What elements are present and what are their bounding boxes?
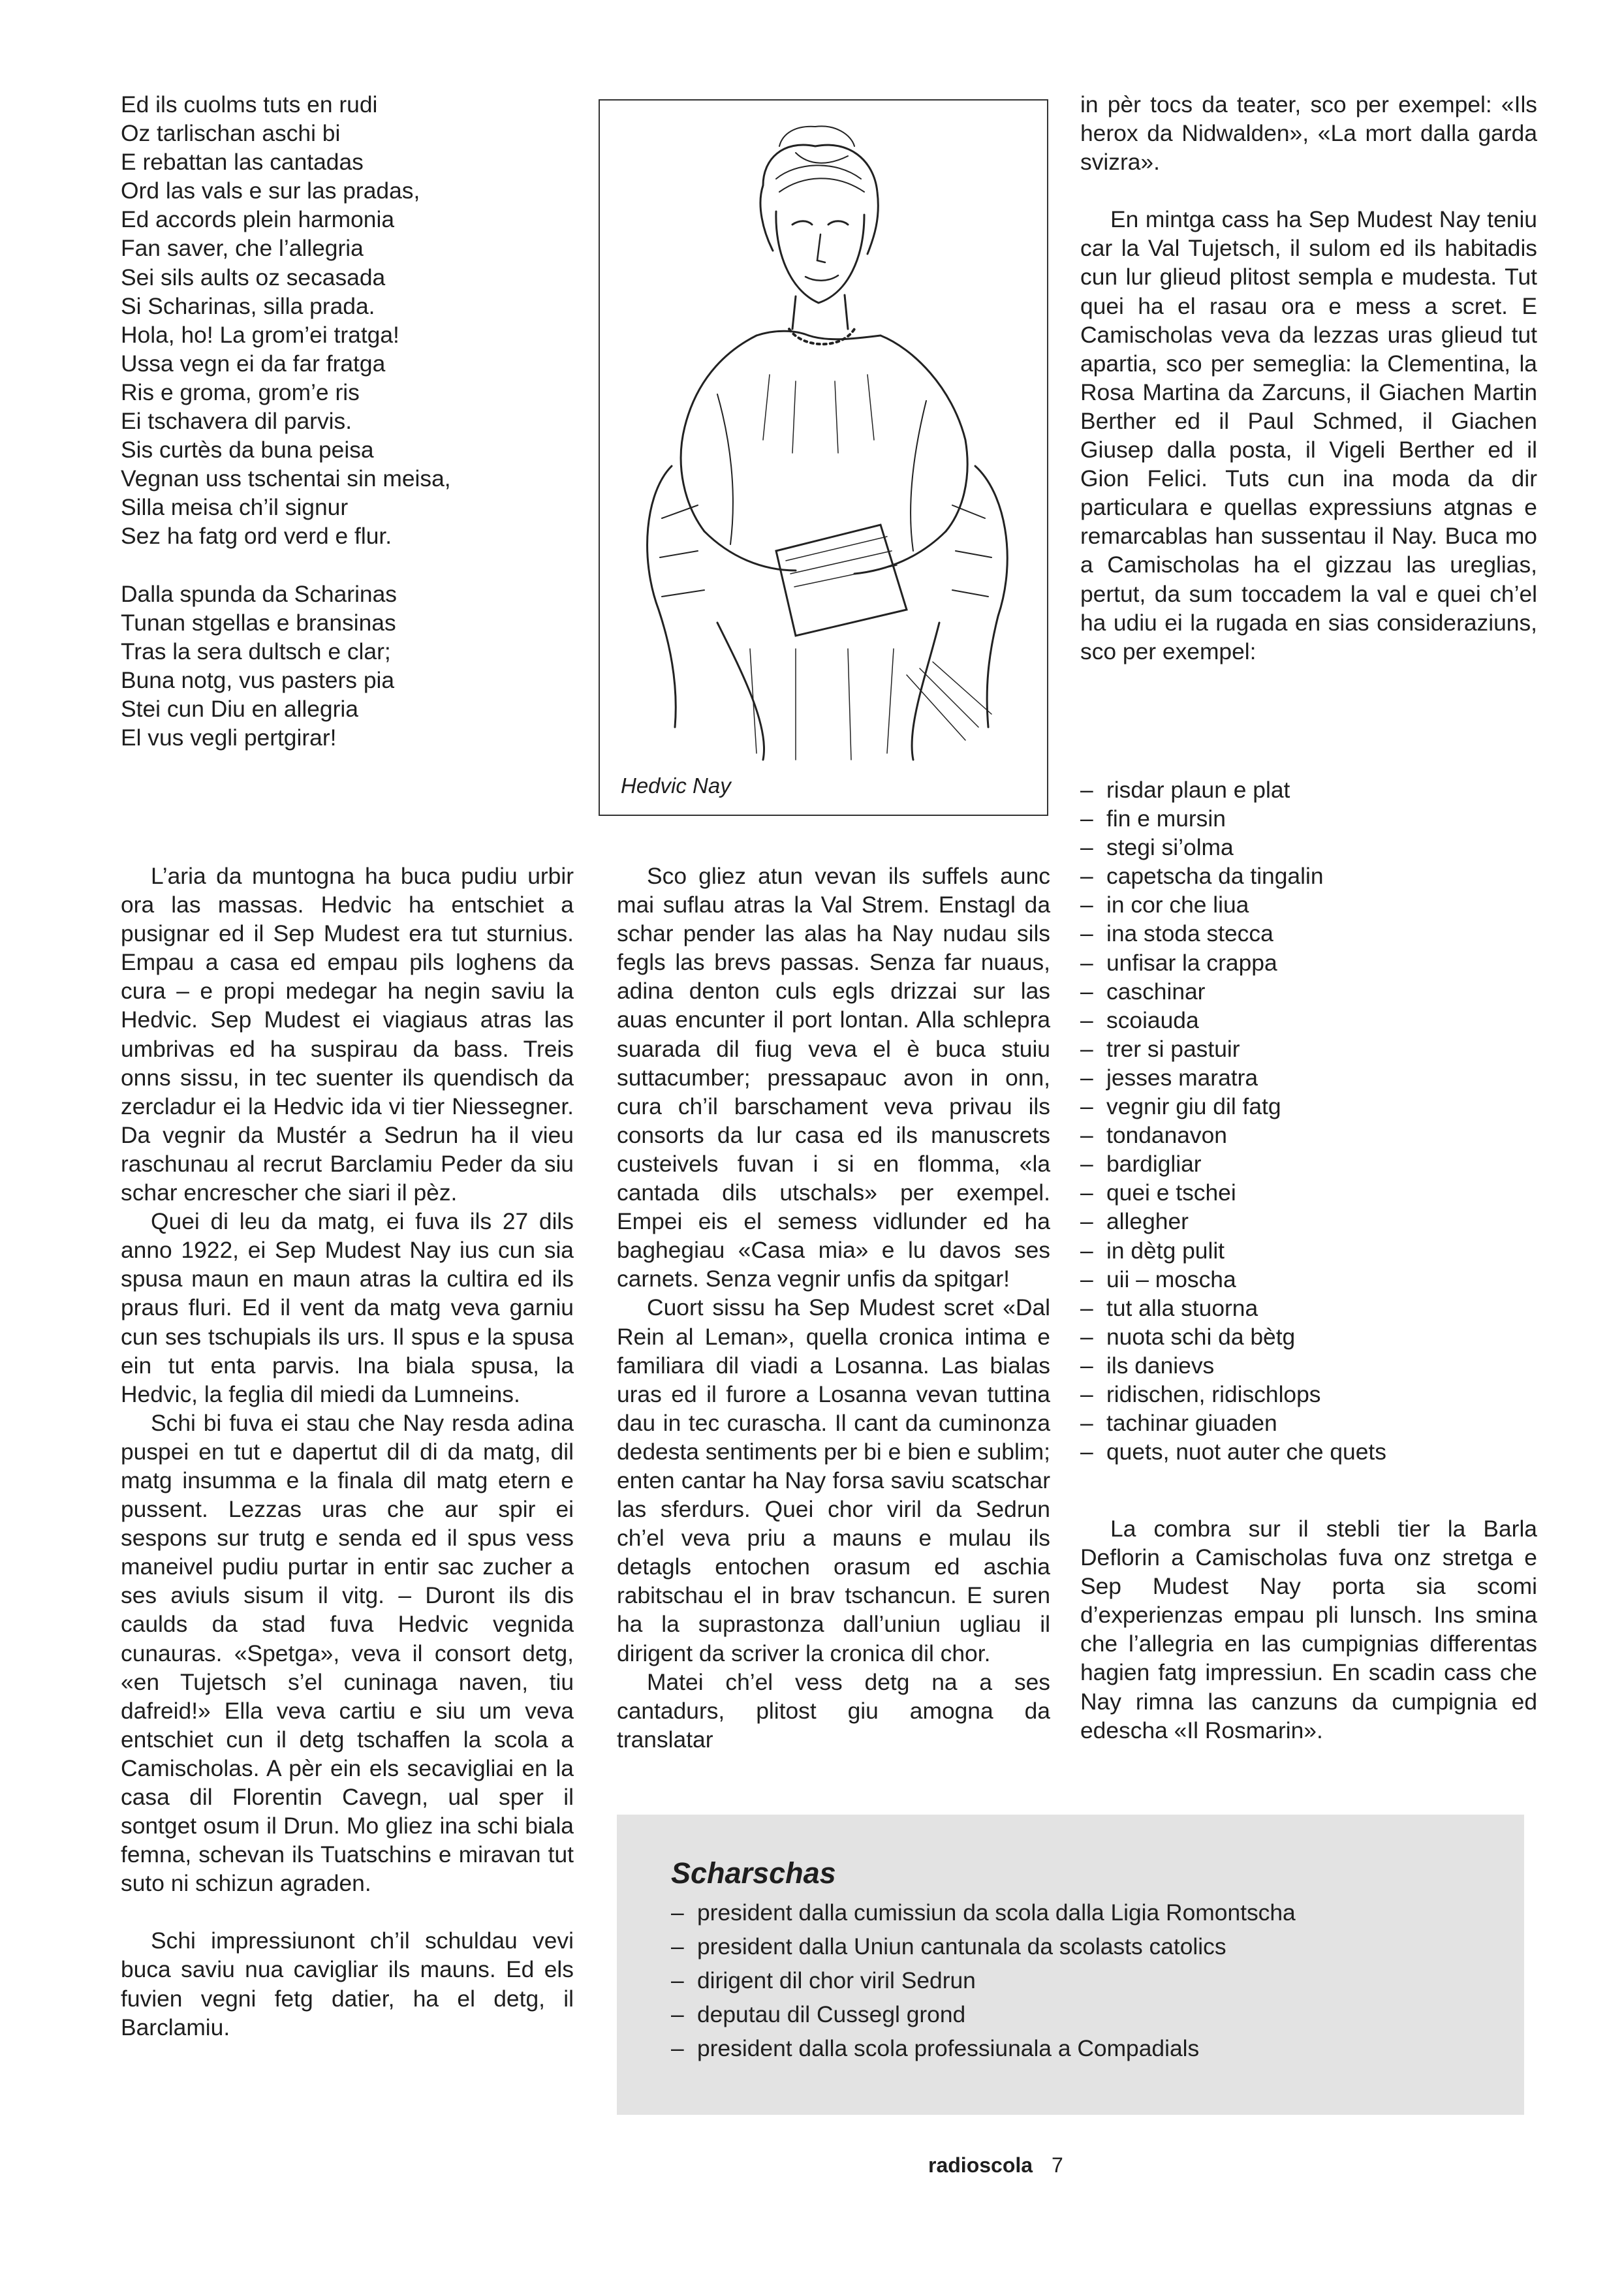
poem-line: Buna notg, vus pasters pia (121, 666, 395, 693)
role-item-text: deputau dil Cussegl grond (697, 2001, 966, 2027)
expression-item-text: tut alla stuorna (1106, 1294, 1258, 1321)
expression-item-text: in cor che liua (1106, 892, 1249, 918)
role-item-text: president dalla Uniun cantunala da scolasts catolics (697, 1933, 1226, 1959)
expression-item-text: nuota schi da bètg (1106, 1323, 1296, 1350)
paragraph: Matei ch’el vess detg na a ses cantadurs, plitost giu amogna da translatar (617, 1668, 1050, 1753)
paragraph: in pèr tocs da teater, sco per exempel: «Ils herox da Nidwalden», «La mort dalla garda svizra». (1080, 91, 1537, 176)
poem-line: Silla meisa ch’il signur (121, 494, 349, 521)
expression-item (1080, 1035, 1537, 1063)
dash-bullet: – (1080, 1323, 1093, 1350)
poem-line: Tunan stgellas e bransinas (121, 609, 396, 636)
poem-line: Sei sils aults oz secasada (121, 264, 386, 290)
dash-bullet: – (1080, 1122, 1093, 1149)
expression-item-text: quei e tschei (1106, 1179, 1236, 1206)
dash-bullet: – (1080, 1237, 1093, 1264)
expression-item-text: unfisar la crappa (1106, 949, 1277, 976)
expression-item-text: risdar plaun e plat (1106, 777, 1290, 803)
magazine-name: radioscola (928, 2153, 1033, 2177)
expression-item (1080, 1265, 1537, 1294)
role-item (671, 1896, 1524, 1929)
dash-bullet: – (1080, 1208, 1093, 1235)
paragraph: L’aria da muntogna ha buca pudiu urbir ora las massas. Hedvic ha entschiet a pusignar ed il Sep Mudest era tut sturnius. Empau a casa ed empau pils loghens da cura – e propi medegar ha negin saviu la Hedvic. Sep Mudest ei viagiaus atras las umbrivas ed ha suspirau da bass. Treis onns sissu, in tec suenter ils quendisch da zercladur ei la Hedvic ida vi tier Niessegner. Da vegnir da Mustér a Sedrun ha il vieu raschunau al recrut Barclamiu Peder da siu schar encrescher che siari il pèz. (121, 863, 574, 1206)
expression-item (1080, 1149, 1537, 1178)
illustration-caption: Hedvic Nay (621, 773, 731, 798)
expression-item (1080, 977, 1537, 1006)
expression-item-text: fin e mursin (1106, 805, 1226, 832)
roles-box-title: Scharschas (671, 1856, 836, 1890)
expression-item (1080, 804, 1537, 833)
dash-bullet: – (1080, 1266, 1093, 1292)
role-item-text: president dalla scola professiunala a Compadials (697, 2035, 1200, 2061)
poem-line: Sis curtès da buna peisa (121, 437, 374, 463)
poem-line: Ei tschavera dil parvis. (121, 408, 352, 435)
dash-bullet: – (1080, 949, 1093, 976)
expression-item (1080, 890, 1537, 919)
expression-item-text: capetscha da tingalin (1106, 863, 1324, 890)
dash-bullet: – (1080, 1007, 1093, 1033)
expression-item (1080, 919, 1537, 948)
dash-bullet: – (1080, 978, 1093, 1005)
article-column-3-top (1080, 90, 1537, 666)
poem (121, 90, 591, 752)
expression-item-text: in dètg pulit (1106, 1237, 1225, 1264)
poem-line: Fan saver, che l’allegria (121, 235, 364, 262)
poem-line: El vus vegli pertgirar! (121, 725, 337, 751)
page-number: 7 (1051, 2153, 1063, 2177)
dash-bullet: – (671, 2001, 684, 2027)
expression-item (1080, 1322, 1537, 1351)
expression-item (1080, 1092, 1537, 1121)
dash-bullet: – (1080, 863, 1093, 890)
dash-bullet: – (1080, 892, 1093, 918)
poem-line: Vegnan uss tschentai sin meisa, (121, 465, 451, 492)
expression-item (1080, 1121, 1537, 1149)
expression-item (1080, 1006, 1537, 1035)
dash-bullet: – (1080, 834, 1093, 861)
expression-item (1080, 833, 1537, 862)
dash-bullet: – (1080, 1179, 1093, 1206)
poem-line (121, 551, 591, 580)
paragraph: En mintga cass ha Sep Mudest Nay teniu car la Val Tujetsch, il sulom ed ils habitadis cun lur glieud plitost sempla e mudesta. Tut quei ha el rasau ora e mess a scret. E Camischolas veva da lezzas uras glieud tut apartia, sco per semeglia: la Clementina, la Rosa Martina da Zarcuns, il Giachen Martin Berther ed il Paul Schmed, il Giachen Giusep dalla posta, il Vigeli Berther ed il Gion Felici. Tuts cun ina moda da dir particulara e quellas expressiuns atgnas e remarcablas han sussentau il Nay. Buca mo a Camischolas ha el gizzau las ureglias, pertut, da sum toccadem la val e quei ch’el ha udiu ei la rugada en sias consideraziuns, sco per exempel: (1080, 206, 1537, 664)
paragraph: Cuort sissu ha Sep Mudest scret «Dal Rein al Leman», quella cronica intima e familiara dil viadi a Losanna. Las bialas uras ed il furore a Losanna vevan tuttina dau in tec curascha. Il cant da cuminonza dedesta sentiments per bi e bien e sublim; enten cantar ha Nay forsa saviu scatschar las sferdurs. Quei chor viril da Sedrun ch’el veva priu a mauns e mulau ils detagls entochen orasum ed aschia rabitschau el in brav tschancun. E suren ha la suprastonza dall’uniun ugliau il dirigent da scriver la cronica dil chor. (617, 1294, 1050, 1666)
expression-item-text: ils danievs (1106, 1352, 1215, 1379)
roles-box (617, 1815, 1524, 2115)
expression-item (1080, 1236, 1537, 1265)
dash-bullet: – (1080, 805, 1093, 832)
paragraph-gap (1080, 176, 1537, 205)
poem-line: Ussa vegn ei da far fratga (121, 350, 386, 377)
article-column-3-bottom (1080, 1514, 1537, 1745)
expression-item (1080, 1409, 1537, 1437)
dash-bullet: – (1080, 1352, 1093, 1379)
poem-line: Dalla spunda da Scharinas (121, 580, 397, 607)
dash-bullet: – (1080, 1410, 1093, 1437)
expression-item (1080, 862, 1537, 890)
portrait-illustration (599, 99, 1048, 816)
dash-bullet: – (1080, 1064, 1093, 1091)
expression-item (1080, 1380, 1537, 1409)
poem-line: Hola, ho! La grom’ei tratga! (121, 321, 399, 348)
poem-line: Sez ha fatg ord verd e flur. (121, 523, 392, 550)
poem-line: Tras la sera dultsch e clar; (121, 638, 391, 664)
role-item-text: dirigent dil chor viril Sedrun (697, 1967, 976, 1993)
poem-line: Ris e groma, grom’e ris (121, 379, 360, 405)
role-item-text: president dalla cumissiun da scola dalla Ligia Romontscha (697, 1899, 1296, 1926)
expression-item-text: stegi si’olma (1106, 834, 1234, 861)
expression-item-text: allegher (1106, 1208, 1189, 1235)
dash-bullet: – (1080, 1035, 1093, 1062)
expression-item-text: ina stoda stecca (1106, 920, 1273, 947)
expression-item (1080, 1351, 1537, 1380)
expression-item-text: caschinar (1106, 978, 1206, 1005)
dash-bullet: – (1080, 1294, 1093, 1321)
dash-bullet: – (671, 2035, 684, 2061)
expression-item-text: scoiauda (1106, 1007, 1199, 1033)
role-item (671, 2031, 1524, 2065)
poem-line: Stei cun Diu en allegria (121, 695, 358, 722)
expression-item-text: jesses maratra (1106, 1064, 1258, 1091)
dash-bullet: – (1080, 777, 1093, 803)
paragraph: Schi bi fuva ei stau che Nay resda adina puspei en tut e dapertut dil di da matg, dil matg insumma e la finala dil matg etern e pussent. Lezzas uras che aur spir ei sespons sur trutg e senda ed il spus vess maneivel pudiu purtar in entir sac zucher a ses aviuls sisum il vitg. – Duront ils dis caulds da stad fuva Hedvic vegnida cunauras. «Spetga», veva il consort detg, «en Tujetsch s’el cuninaga naven, tiu dafreid!» Ella veva cartiu e siu um veva entschiet cun il detg tschaffen la scola a Camischolas. A pèr ein els secavigliai en la casa dil Florentin Cavegn, ual sper il sontget osum il Drun. Mo gliez ina schi biala femna, schevan ils Tuatschins e miravan tut suto ni schizun agraden. (121, 1409, 574, 1897)
dash-bullet: – (1080, 1381, 1093, 1407)
article-column-1 (121, 862, 574, 2042)
portrait-drawing (600, 101, 1047, 815)
role-item (671, 1963, 1524, 1997)
dash-bullet: – (1080, 1093, 1093, 1120)
paragraph: Quei di leu da matg, ei fuva ils 27 dils anno 1922, ei Sep Mudest Nay ius cun sia spusa maun en maun atras la cultira ed ils praus fluri. Ed il vent da matg veva garniu cun ses tschupials ils urs. Il spus e la spusa ein tut enta parvis. Ina biala spusa, la Hedvic, la feglia dil miedi da Lumneins. (121, 1208, 574, 1407)
page-footer (928, 2152, 1063, 2178)
dash-bullet: – (1080, 920, 1093, 947)
expression-item-text: bardigliar (1106, 1151, 1202, 1178)
paragraph: Sco gliez atun vevan ils suffels aunc mai suflau atras la Val Strem. Enstagl da schar pender las alas ha Nay nudau sils fegls las brevs passas. Senza far nuaus, adina denton culs egls drizzai sur las auas encunter il port lontan. Alla schlepra suarada dil fiug veva el è buca stuiu suttacumber; pressapauc avon in onn, cura ch’il barschament veva privau ils consorts da lur casa ed ils manuscrets custeivels fuvan i si en flomma, «la cantada dils utschals» per exempel. Empei eis el semess vidlunder ed ha baghegiau «Casa mia» e lu davos ses carnets. Senza vegnir unfis da spitgar! (617, 863, 1050, 1292)
dash-bullet: – (671, 1899, 684, 1926)
expression-item-text: tondanavon (1106, 1122, 1227, 1149)
dash-bullet: – (1080, 1439, 1093, 1465)
expression-item-text: quets, nuot auter che quets (1106, 1439, 1386, 1465)
expression-item (1080, 1437, 1537, 1466)
dash-bullet: – (1080, 1151, 1093, 1178)
poem-line: Ed ils cuolms tuts en rudi (121, 91, 378, 117)
poem-line: Oz tarlischan aschi bi (121, 120, 341, 147)
expression-item (1080, 1294, 1537, 1322)
expression-item (1080, 1178, 1537, 1207)
expression-item-text: tachinar giuaden (1106, 1410, 1277, 1437)
dash-bullet: – (671, 1933, 684, 1959)
expression-item-text: trer si pastuir (1106, 1035, 1240, 1062)
poem-line: E rebattan las cantadas (121, 149, 364, 176)
expression-item (1080, 948, 1537, 977)
expression-item-text: ridischen, ridischlops (1106, 1381, 1321, 1407)
poem-line: Ord las vals e sur las pradas, (121, 178, 420, 204)
poem-line: Ed accords plein harmonia (121, 206, 395, 233)
poem-line: Si Scharinas, silla prada. (121, 292, 375, 319)
role-item (671, 1997, 1524, 2031)
role-item (671, 1929, 1524, 1963)
expression-item-text: uii – moscha (1106, 1266, 1236, 1292)
expression-item (1080, 1207, 1537, 1236)
expression-item (1080, 775, 1537, 804)
paragraph: La combra sur il stebli tier la Barla Deflorin a Camischolas fuva onz stretga e Sep Mudest Nay porta sia scomi d’experienzas empau pli lunsch. Ins smina che l’allegria en las cumpignias differentas hagien fatg impressiun. En scadin cass che Nay rimna las canzuns da cumpignia ed edescha «Il Rosmarin». (1080, 1516, 1537, 1743)
paragraph-gap (121, 1897, 574, 1926)
expression-item (1080, 1063, 1537, 1092)
dash-bullet: – (671, 1967, 684, 1993)
expression-item-text: vegnir giu dil fatg (1106, 1093, 1281, 1120)
expressions-list (1080, 775, 1537, 1466)
article-column-2 (617, 862, 1050, 1754)
roles-list (671, 1896, 1524, 2065)
paragraph: Schi impressiunont ch’il schuldau vevi buca saviu nua cavigliar ils mauns. Ed els fuvien vegni fetg datier, ha el detg, il Barclamiu. (121, 1928, 574, 2040)
